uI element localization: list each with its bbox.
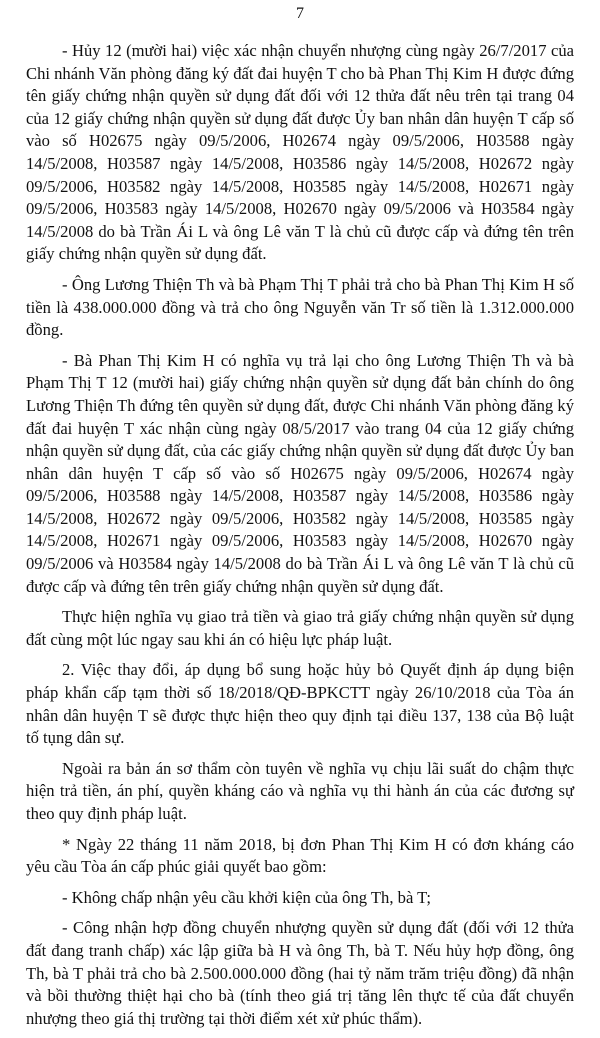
- document-body: [26, 40, 574, 1038]
- paragraph-execution-timing: Thực hiện nghĩa vụ giao trả tiền và giao trả giấy chứng nhận quyền sử dụng đất cùng một lúc ngay sau khi án có hiệu lực pháp luật.: [26, 607, 574, 649]
- paragraph-payment-obligation: - Ông Lương Thiện Th và bà Phạm Thị T phải trả cho bà Phan Thị Kim H số tiền là 438.000.000 đồng và trả cho ông Nguyễn văn Tr số tiền là 1.312.000.000 đồng.: [26, 274, 574, 340]
- paragraph-cancel-transfer-confirmation: - Hủy 12 (mười hai) việc xác nhận chuyển nhượng cùng ngày 26/7/2017 của Chi nhánh Văn phòng đăng ký đất đai huyện T cho bà Phan Thị Kim H được đứng tên giấy chứng nhận quyền sử dụng đất đối với 12 thửa đất nêu trên tại trang 04 của 12 giấy chứng nhận quyền sử dụng đất được Ủy ban nhân dân huyện T cấp số vào số H02675 ngày 09/5/2006, H02674 ngày 09/5/2006, H03588 ngày 14/5/2008, H03587 ngày 14/5/2008, H03586 ngày 14/5/2008, H02672 ngày 09/5/2006, H03582 ngày 14/5/2008, H03585 ngày 14/5/2008, H02671 ngày 09/5/2006, H03583 ngày 14/5/2008, H02670 ngày 09/5/2006 và H03584 ngày 14/5/2008 do bà Trần Ái L và ông Lê văn T là chủ cũ được cấp và đứng tên trên giấy chứng nhận quyền sử dụng đất.: [26, 41, 574, 264]
- paragraph-appeal-request-2: - Công nhận hợp đồng chuyển nhượng quyền sử dụng đất (đối với 12 thửa đất đang tranh chấp) xác lập giữa bà H và ông Th, bà T. Nếu hủy hợp đồng, ông Th, bà T phải trả cho bà 2.500.000.000 đồng (hai tỷ năm trăm triệu đồng) đã nhận và bồi thường thiệt hại cho bà (tính theo giá trị tăng lên thực tế của đất chuyển nhượng theo giá thị trường tại thời điểm xét xử phúc thẩm).: [26, 918, 574, 1028]
- paragraph-provisional-measures: 2. Việc thay đổi, áp dụng bổ sung hoặc hủy bỏ Quyết định áp dụng biện pháp khẩn cấp tạm thời số 18/2018/QĐ-BPKCTT ngày 26/10/2018 của Tòa án nhân dân huyện T sẽ được thực hiện theo quy định tại điều 137, 138 của Bộ luật tố tụng dân sự.: [26, 660, 574, 748]
- paragraph-appeal-request-1: - Không chấp nhận yêu cầu khởi kiện của ông Th, bà T;: [62, 887, 431, 907]
- page-number: 7: [296, 5, 304, 22]
- paragraph-other-rulings: Ngoài ra bản án sơ thẩm còn tuyên về nghĩa vụ chịu lãi suất do chậm thực hiện trả tiền, án phí, quyền kháng cáo và nghĩa vụ thi hành án của các đương sự theo quy định pháp luật.: [26, 758, 574, 823]
- paragraph-return-certificates: - Bà Phan Thị Kim H có nghĩa vụ trả lại cho ông Lương Thiện Th và bà Phạm Thị T 12 (mười hai) giấy chứng nhận quyền sử dụng đất bản chính do ông Lương Thiện Th đứng tên quyền sử dụng đất, được Chi nhánh Văn phòng đăng ký đất đai huyện T xác nhận cùng ngày 08/5/2017 vào trang 04 của 12 giấy chứng nhận quyền sử dụng đất, của các giấy chứng nhận quyền sử dụng đất được Ủy ban nhân dân huyện T cấp số vào số H02675 ngày 09/5/2006, H02674 ngày 09/5/2006, H03588 ngày 14/5/2008, H03587 ngày 14/5/2008, H03586 ngày 14/5/2008, H02672 ngày 09/5/2006, H03582 ngày 14/5/2008, H03585 ngày 14/5/2008, H02671 ngày 09/5/2006, H03583 ngày 14/5/2008, H02670 ngày 09/5/2006 và H03584 ngày 14/5/2008 do bà Trần Ái L và ông Lê văn T là chủ cũ được cấp và đứng tên trên giấy chứng nhận quyền sử dụng đất.: [26, 350, 574, 596]
- paragraph-appeal-intro: * Ngày 22 tháng 11 năm 2018, bị đơn Phan Thị Kim H có đơn kháng cáo yêu cầu Tòa án cấp phúc giải quyết bao gồm:: [26, 834, 574, 877]
